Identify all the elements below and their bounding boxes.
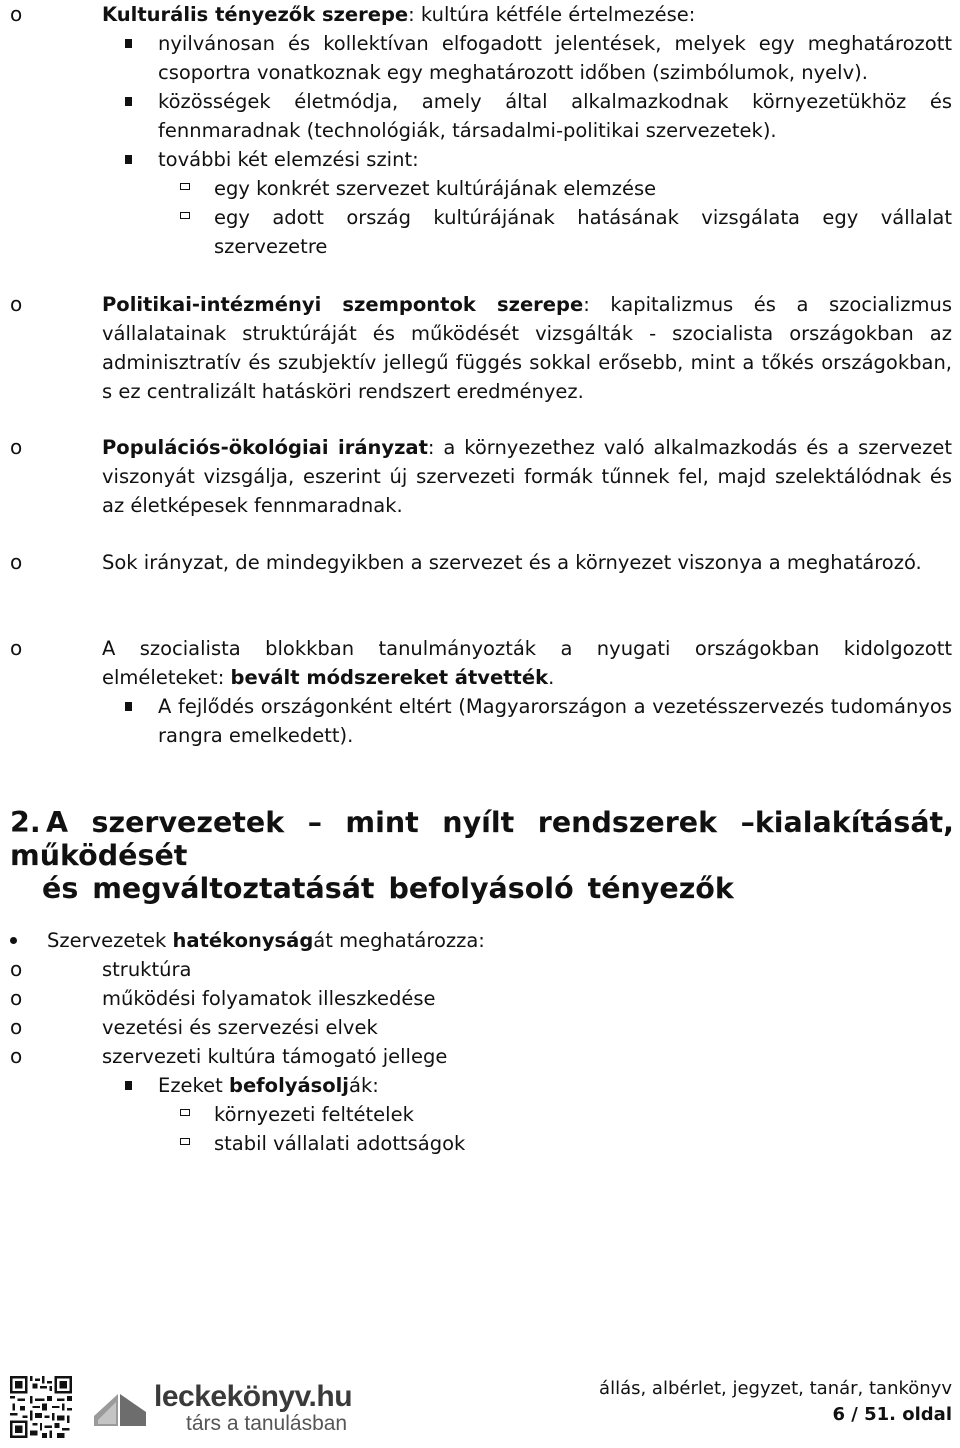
page-footer	[0, 1368, 960, 1448]
logo-tagline: társ a tanulásban	[186, 1412, 348, 1435]
square-bullet-icon	[125, 702, 132, 711]
item-text: környezeti feltételek	[214, 1103, 414, 1126]
list-item	[0, 692, 952, 750]
item-text: vezetési és szervezési elvek	[102, 1016, 378, 1039]
item-text: stabil vállalati adottságok	[214, 1132, 466, 1155]
qr-code-icon	[10, 1376, 72, 1438]
list-item	[0, 1013, 952, 1042]
item-text: közösségek életmódja, amely által alkalmazkodnak környezetükhöz és fennmaradnak (technológiák, társadalmi-politikai szervezetek).	[158, 90, 952, 142]
item-text: : a környezethez való alkalmazkodás és a szervezet viszonyát vizsgálja, eszerint új szervezeti formák tűnnek fel, majd szelektálódnak és az életképesek fennmaradnak.	[102, 436, 952, 517]
item-text: további két elemzési szint:	[158, 148, 419, 171]
footer-right	[599, 1376, 952, 1428]
square-bullet-icon	[125, 155, 132, 164]
item-bold-text: befolyásolj	[229, 1074, 349, 1097]
list-item	[0, 290, 952, 406]
section-political-institutional	[0, 290, 960, 406]
circle-bullet-icon: o	[10, 1015, 23, 1039]
site-logo	[90, 1380, 370, 1440]
square-bullet-icon	[125, 1081, 132, 1090]
item-bold-text: bevált módszereket átvették	[230, 666, 549, 689]
list-item	[0, 1129, 952, 1158]
hollow-square-bullet-icon	[180, 212, 190, 219]
item-text: : kapitalizmus és a szocializmus vállalatainak struktúráját és működését vizsgálták - szocialista országokban az adminisztratív és szubjektív jellegű függés sokkal erősebb, mint a tőkés országokban, s ez centralizált hatásköri rendszert eredményez.	[102, 293, 953, 403]
square-bullet-icon	[125, 39, 132, 48]
section-population-ecology	[0, 433, 960, 520]
item-text: szervezeti kultúra támogató jellege	[102, 1045, 448, 1068]
list-item	[0, 1071, 952, 1100]
footer-tagline: állás, albérlet, jegyzet, tanár, tankönyv	[599, 1378, 952, 1399]
circle-bullet-icon: o	[10, 636, 23, 660]
item-text: ák:	[349, 1074, 379, 1097]
list-item	[0, 984, 952, 1013]
heading-number: 2.	[10, 806, 41, 839]
hollow-square-bullet-icon	[180, 1109, 190, 1116]
section-cultural-factors	[0, 0, 960, 261]
list-item	[0, 174, 952, 203]
list-item	[0, 29, 952, 87]
item-text: át meghatározza:	[313, 929, 485, 952]
item-text: A fejlődés országonként eltért (Magyarországon a vezetésszervezés tudományos rangra emelkedett).	[158, 695, 952, 747]
item-text: Ezeket	[158, 1074, 229, 1097]
item-text: : kultúra kétféle értelmezése:	[408, 3, 696, 26]
circle-bullet-icon: o	[10, 2, 23, 26]
list-item	[0, 926, 952, 955]
list-item	[0, 433, 952, 520]
circle-bullet-icon: o	[10, 1044, 23, 1068]
item-text: egy konkrét szervezet kultúrájának elemzése	[214, 177, 657, 200]
section-efficiency	[0, 926, 960, 1158]
dot-bullet-icon	[10, 937, 17, 944]
circle-bullet-icon: o	[10, 957, 23, 981]
square-bullet-icon	[125, 97, 132, 106]
page-number: 6 / 51. oldal	[832, 1404, 952, 1425]
item-title: Populációs-ökológiai irányzat	[102, 436, 428, 459]
list-item	[0, 1100, 952, 1129]
list-item	[0, 87, 952, 145]
item-text: .	[548, 666, 555, 689]
item-text: struktúra	[102, 958, 192, 981]
heading-line-1: A szervezetek – mint nyílt rendszerek –kialakítását, működését	[10, 806, 954, 872]
section-socialist-bloc	[0, 634, 960, 750]
item-title: Kulturális tényezők szerepe	[102, 3, 409, 26]
list-item	[0, 1042, 952, 1071]
item-text: működési folyamatok illeszkedése	[102, 987, 436, 1010]
list-item	[0, 634, 952, 692]
heading-line-2: és megváltoztatását befolyásoló tényezők	[42, 872, 734, 905]
book-logo-icon	[90, 1386, 150, 1430]
item-text: Sok irányzat, de mindegyikben a szervezet és a környezet viszonya a meghatározó.	[102, 551, 922, 574]
list-item	[0, 203, 952, 261]
item-text: nyilvánosan és kollektívan elfogadott jelentések, melyek egy meghatározott csoportra vonatkoznak egy meghatározott időben (szimbólumok, nyelv).	[158, 32, 952, 84]
hollow-square-bullet-icon	[180, 1138, 190, 1145]
item-text: Szervezetek	[47, 929, 173, 952]
list-item	[0, 548, 952, 577]
item-text: egy adott ország kultúrájának hatásának vizsgálata egy vállalat szervezetre	[214, 206, 952, 258]
item-text: A szocialista blokkban tanulmányozták a nyugati országokban kidolgozott elméleteket:	[102, 637, 952, 689]
list-item	[0, 955, 952, 984]
circle-bullet-icon: o	[10, 435, 23, 459]
circle-bullet-icon: o	[10, 550, 23, 574]
logo-name: leckekönyv.hu	[154, 1380, 353, 1413]
item-bold-text: hatékonyság	[172, 929, 314, 952]
circle-bullet-icon: o	[10, 292, 23, 316]
item-title: Politikai-intézményi szempontok szerepe	[102, 293, 584, 316]
section-many-trends	[0, 548, 960, 577]
hollow-square-bullet-icon	[180, 183, 190, 190]
list-item	[0, 0, 952, 29]
circle-bullet-icon: o	[10, 986, 23, 1010]
list-item	[0, 145, 952, 174]
section-heading	[10, 806, 954, 905]
